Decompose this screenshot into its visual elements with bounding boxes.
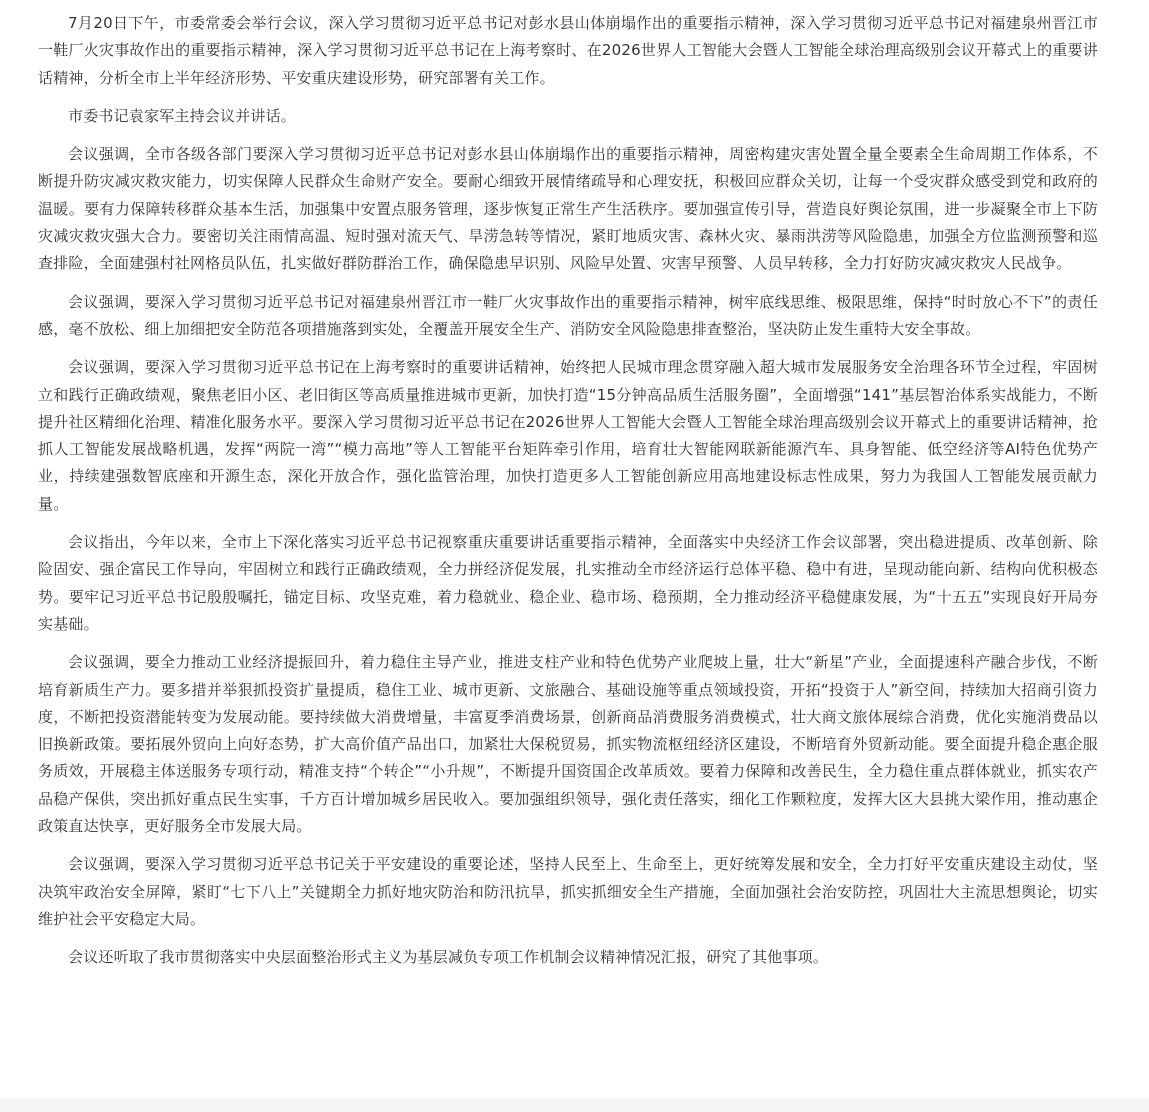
paragraph-chair: 市委书记袁家军主持会议并讲话。 <box>68 106 297 125</box>
paragraph-disaster-relief: 会议强调，全市各级各部门要深入学习贯彻习近平总书记对彭水县山体崩塌作出的重要指示精神，周密构建灾害处置全量全要素全生命周期工作体系，不断提升防灾减灾救灾能力，切实保障人民群众生命财产安全。要耐心细致开展情绪疏导和心理安抚，积极回应群众关切，让每一个受灾群众感受到党和政府的温暖。要有力保障转移群众基本生活，加强集中安置点服务管理，逐步恢复正常生产生活秩序。要加强宣传引导，营造良好舆论氛围，进一步凝聚全市上下防灾减灾救灾强大合力。要密切关注雨情高温、短时强对流天气、旱涝急转等情况，紧盯地质灾害、森林火灾、暴雨洪涝等风险隐患，加强全方位监测预警和巡查排险，全面建强村社网格员队伍，扎实做好群防群治工作，确保隐患早识别、风险早处置、灾害早预警、人员早转移，全力打好防灾减灾救灾人民战争。 <box>38 145 1098 273</box>
footer-band <box>0 1098 1149 1112</box>
paragraph-intro: 7月20日下午，市委常委会举行会议，深入学习贯彻习近平总书记对彭水县山体崩塌作出的重要指示精神，深入学习贯彻习近平总书记对福建泉州晋江市一鞋厂火灾事故作出的重要指示精神，深入学习贯彻习近平总书记在上海考察时、在2026世界人工智能大会暨人工智能全球治理高级别会议开幕式上的重要讲话精神，分析全市上半年经济形势、平安重庆建设形势，研究部署有关工作。 <box>38 14 1098 87</box>
paragraph-fire-safety: 会议强调，要深入学习贯彻习近平总书记对福建泉州晋江市一鞋厂火灾事故作出的重要指示精神，树牢底线思维、极限思维，保持“时时放心不下”的责任感，毫不放松、细上加细把安全防范各项措施落到实处，全覆盖开展安全生产、消防安全风险隐患排查整治，坚决防止发生重特大安全事故。 <box>38 292 1098 338</box>
paragraph-public-safety: 会议强调，要深入学习贯彻习近平总书记关于平安建设的重要论述，坚持人民至上、生命至上，更好统筹发展和安全，全力打好平安重庆建设主动仗，坚决筑牢政治安全屏障，紧盯“七下八上”关键期全力抓好地灾防治和防汛抗旱，抓实抓细安全生产措施，全面加强社会治安防控，巩固壮大主流思想舆论，切实维护社会平安稳定大局。 <box>38 855 1098 928</box>
article-body <box>38 10 1098 983</box>
paragraph-city-ai: 会议强调，要深入学习贯彻习近平总书记在上海考察时的重要讲话精神，始终把人民城市理念贯穿融入超大城市发展服务安全治理各环节全过程，牢固树立和践行正确政绩观，聚焦老旧小区、老旧街区等高质量推进城市更新，加快打造“15分钟高品质生活服务圈”，全面增强“141”基层智治体系实战能力，不断提升社区精细化治理、精准化服务水平。要深入学习贯彻习近平总书记在2026世界人工智能大会暨人工智能全球治理高级别会议开幕式上的重要讲话精神，抢抓人工智能发展战略机遇，发挥“两院一湾”“模力高地”等人工智能平台矩阵牵引作用，培育壮大智能网联新能源汽车、具身智能、低空经济等AI特色优势产业，持续建强数智底座和开源生态，深化开放合作，强化监管治理，加快打造更多人工智能创新应用高地建设标志性成果，努力为我国人工智能发展贡献力量。 <box>38 358 1098 513</box>
paragraph-economy-review: 会议指出，今年以来，全市上下深化落实习近平总书记视察重庆重要讲话重要指示精神，全面落实中央经济工作会议部署，突出稳进提质、改革创新、除险固安、强企富民工作导向，牢固树立和践行正确政绩观，全力拼经济促发展，扎实推动全市经济运行总体平稳、稳中有进，呈现动能向新、结构向优积极态势。要牢记习近平总书记殷殷嘱托，锚定目标、攻坚克难，着力稳就业、稳企业、稳市场、稳预期，全力推动经济平稳健康发展，为“十五五”实现良好开局夯实基础。 <box>38 533 1098 633</box>
paragraph-other-matters: 会议还听取了我市贯彻落实中央层面整治形式主义为基层减负专项工作机制会议精神情况汇报，研究了其他事项。 <box>68 948 829 967</box>
paragraph-economy-measures: 会议强调，要全力推动工业经济提振回升，着力稳住主导产业，推进支柱产业和特色优势产业爬坡上量，壮大“新星”产业，全面提速科产融合步伐，不断培育新质生产力。要多措并举狠抓投资扩量提质，稳住工业、城市更新、文旅融合、基础设施等重点领域投资，开拓“投资于人”新空间，持续加大招商引资力度，不断把投资潜能转变为发展动能。要持续做大消费增量，丰富夏季消费场景，创新商品消费服务消费模式，壮大商文旅体展综合消费，优化实施消费品以旧换新政策。要拓展外贸向上向好态势，扩大高价值产品出口，加紧壮大保税贸易，抓实物流枢纽经济区建设，不断培育外贸新动能。要全面提升稳企惠企服务质效，开展稳主体送服务专项行动，精准支持“个转企”“小升规”，不断提升国资国企改革质效。要着力保障和改善民生，全力稳住重点群体就业，抓实农产品稳产保供，突出抓好重点民生实事，千方百计增加城乡居民收入。要加强组织领导，强化责任落实，细化工作颗粒度，发挥大区大县挑大梁作用，推动惠企政策直达快享，更好服务全市发展大局。 <box>38 653 1098 836</box>
